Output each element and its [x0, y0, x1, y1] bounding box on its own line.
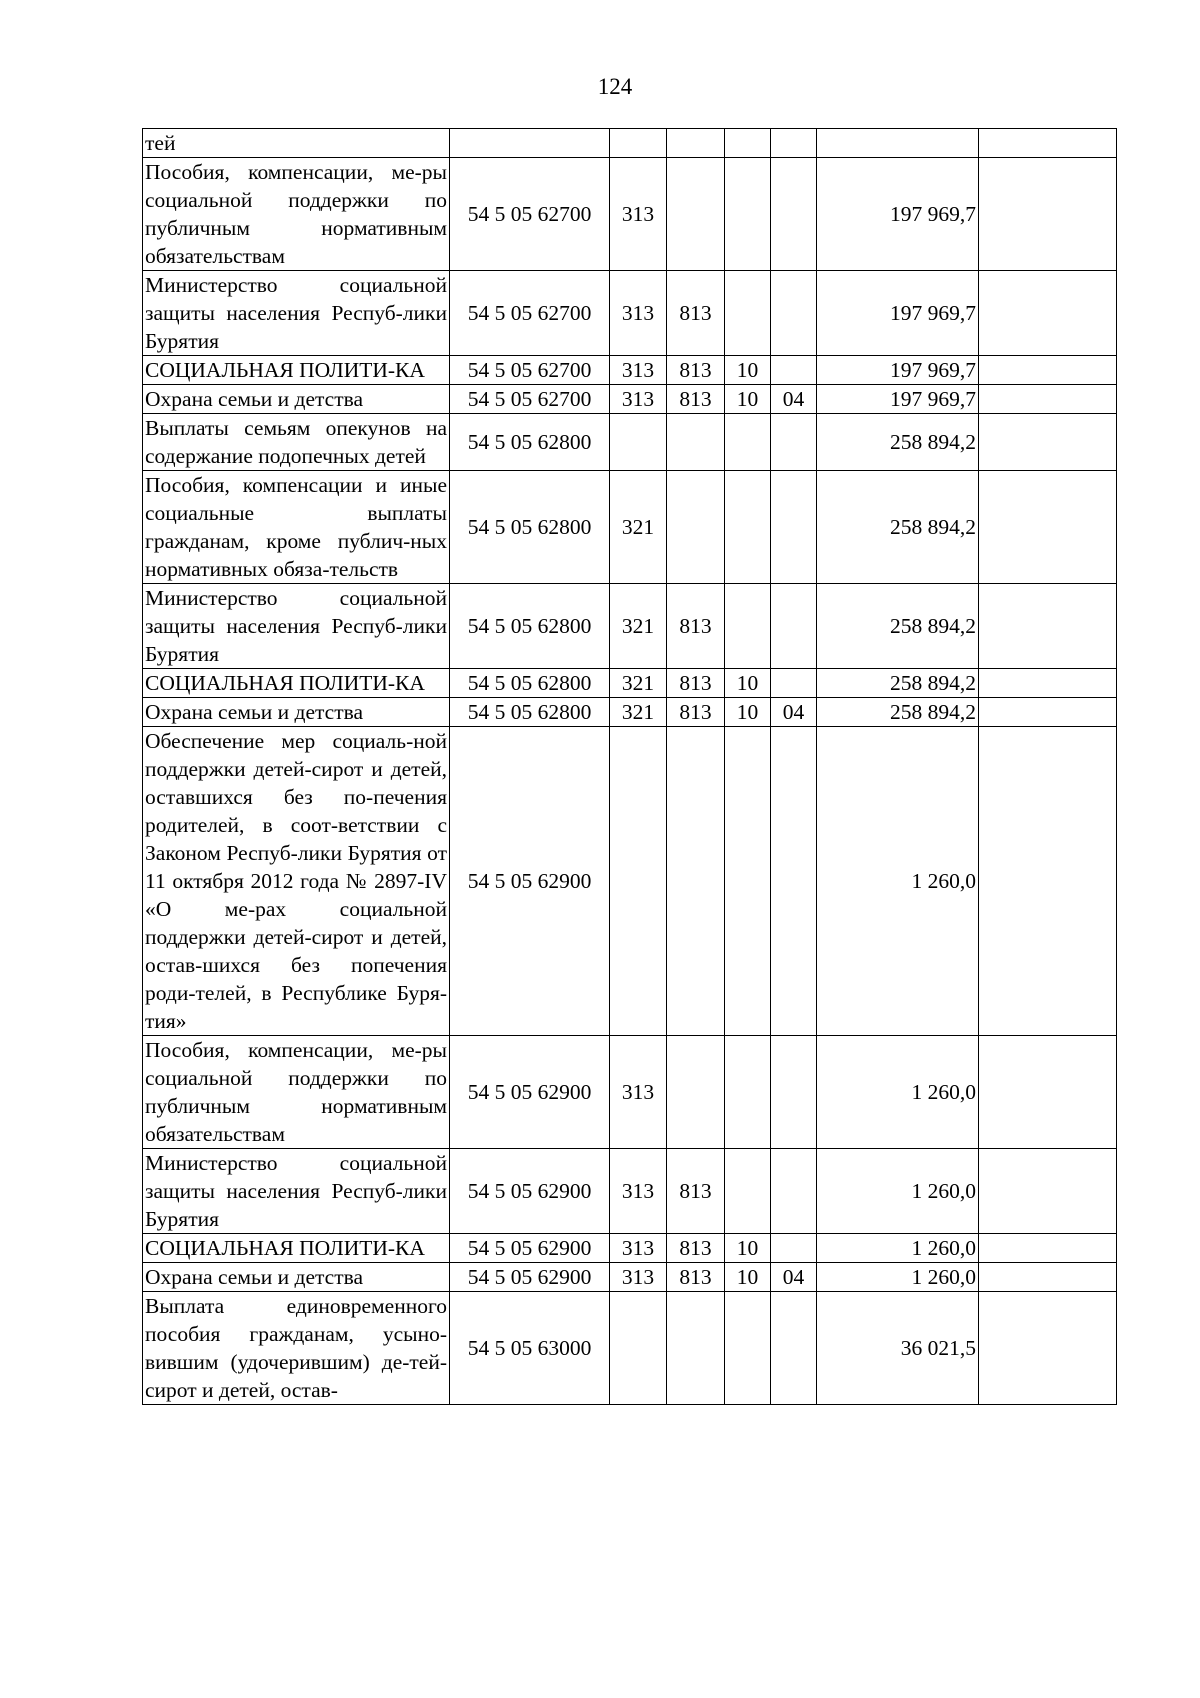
row-name-cell: Министерство социальной защиты населения Респуб-лики Бурятия: [143, 1149, 450, 1234]
amount-cell: 258 894,2: [817, 471, 979, 584]
subsection-cell: [771, 1234, 817, 1263]
page-number: 124: [597, 74, 633, 99]
section-cell: [725, 584, 771, 669]
amount-cell: 258 894,2: [817, 669, 979, 698]
target-article-cell: 54 5 05 62900: [450, 1234, 610, 1263]
extra-cell: [979, 271, 1117, 356]
table-row: [143, 584, 1117, 669]
row-name-cell: Пособия, компенсации, ме-ры социальной поддержки по публичным нормативным обязательствам: [143, 158, 450, 271]
extra-cell: [979, 158, 1117, 271]
subsection-cell: 04: [771, 1263, 817, 1292]
target-article-cell: [450, 129, 610, 158]
extra-cell: [979, 584, 1117, 669]
table-row: [143, 158, 1117, 271]
expense-type-cell: 313: [610, 1036, 667, 1149]
section-cell: 10: [725, 1263, 771, 1292]
table-row: [143, 1234, 1117, 1263]
admin-code-cell: 813: [667, 385, 725, 414]
table-row: [143, 1149, 1117, 1234]
subsection-cell: 04: [771, 698, 817, 727]
admin-code-cell: [667, 471, 725, 584]
budget-table: [142, 128, 1117, 1405]
table-row: [143, 356, 1117, 385]
table-row: [143, 1036, 1117, 1149]
row-name-cell: Охрана семьи и детства: [143, 385, 450, 414]
extra-cell: [979, 1292, 1117, 1405]
table-row: [143, 471, 1117, 584]
row-name-cell: Охрана семьи и детства: [143, 698, 450, 727]
target-article-cell: 54 5 05 62800: [450, 669, 610, 698]
row-name-cell: Министерство социальной защиты населения Респуб-лики Бурятия: [143, 584, 450, 669]
subsection-cell: [771, 1036, 817, 1149]
table-row: [143, 271, 1117, 356]
admin-code-cell: [667, 727, 725, 1036]
amount-cell: 1 260,0: [817, 727, 979, 1036]
extra-cell: [979, 1036, 1117, 1149]
section-cell: 10: [725, 669, 771, 698]
expense-type-cell: 313: [610, 1234, 667, 1263]
subsection-cell: [771, 471, 817, 584]
budget-table-body: [143, 129, 1117, 1405]
admin-code-cell: 813: [667, 698, 725, 727]
expense-type-cell: [610, 727, 667, 1036]
extra-cell: [979, 1149, 1117, 1234]
expense-type-cell: 313: [610, 158, 667, 271]
admin-code-cell: [667, 414, 725, 471]
extra-cell: [979, 1234, 1117, 1263]
section-cell: 10: [725, 698, 771, 727]
section-cell: [725, 271, 771, 356]
target-article-cell: 54 5 05 62900: [450, 1263, 610, 1292]
row-name-cell: СОЦИАЛЬНАЯ ПОЛИТИ-КА: [143, 669, 450, 698]
amount-cell: 1 260,0: [817, 1036, 979, 1149]
amount-cell: 1 260,0: [817, 1234, 979, 1263]
row-name-cell: Охрана семьи и детства: [143, 1263, 450, 1292]
row-name-cell: СОЦИАЛЬНАЯ ПОЛИТИ-КА: [143, 356, 450, 385]
table-row: [143, 1263, 1117, 1292]
subsection-cell: [771, 1149, 817, 1234]
section-cell: [725, 727, 771, 1036]
target-article-cell: 54 5 05 62800: [450, 584, 610, 669]
subsection-cell: [771, 1292, 817, 1405]
extra-cell: [979, 414, 1117, 471]
section-cell: [725, 129, 771, 158]
admin-code-cell: 813: [667, 271, 725, 356]
expense-type-cell: 321: [610, 471, 667, 584]
subsection-cell: [771, 584, 817, 669]
admin-code-cell: [667, 1036, 725, 1149]
amount-cell: [817, 129, 979, 158]
expense-type-cell: [610, 414, 667, 471]
section-cell: [725, 1036, 771, 1149]
subsection-cell: [771, 271, 817, 356]
row-name-cell: Выплата единовременного пособия гражданам, усыно-вившим (удочерившим) де-тей-сирот и детей, остав-: [143, 1292, 450, 1405]
target-article-cell: 54 5 05 62900: [450, 1036, 610, 1149]
amount-cell: 258 894,2: [817, 698, 979, 727]
admin-code-cell: 813: [667, 356, 725, 385]
admin-code-cell: [667, 1292, 725, 1405]
table-row: [143, 1292, 1117, 1405]
admin-code-cell: 813: [667, 1149, 725, 1234]
extra-cell: [979, 727, 1117, 1036]
extra-cell: [979, 669, 1117, 698]
subsection-cell: 04: [771, 385, 817, 414]
section-cell: [725, 471, 771, 584]
expense-type-cell: [610, 1292, 667, 1405]
amount-cell: 1 260,0: [817, 1263, 979, 1292]
target-article-cell: 54 5 05 62700: [450, 385, 610, 414]
extra-cell: [979, 385, 1117, 414]
table-row: [143, 129, 1117, 158]
section-cell: 10: [725, 356, 771, 385]
amount-cell: 258 894,2: [817, 584, 979, 669]
section-cell: 10: [725, 1234, 771, 1263]
expense-type-cell: 313: [610, 1149, 667, 1234]
row-name-cell: Министерство социальной защиты населения Респуб-лики Бурятия: [143, 271, 450, 356]
amount-cell: 197 969,7: [817, 158, 979, 271]
amount-cell: 197 969,7: [817, 356, 979, 385]
subsection-cell: [771, 727, 817, 1036]
target-article-cell: 54 5 05 62800: [450, 698, 610, 727]
expense-type-cell: 313: [610, 1263, 667, 1292]
target-article-cell: 54 5 05 62900: [450, 727, 610, 1036]
target-article-cell: 54 5 05 62800: [450, 414, 610, 471]
expense-type-cell: 313: [610, 356, 667, 385]
admin-code-cell: [667, 129, 725, 158]
section-cell: [725, 1292, 771, 1405]
row-name-cell: Пособия, компенсации и иные социальные выплаты гражданам, кроме публич-ных нормативных обяза-тельств: [143, 471, 450, 584]
row-name-cell: тей: [143, 129, 450, 158]
expense-type-cell: 313: [610, 385, 667, 414]
amount-cell: 197 969,7: [817, 385, 979, 414]
row-name-cell: Пособия, компенсации, ме-ры социальной поддержки по публичным нормативным обязательствам: [143, 1036, 450, 1149]
subsection-cell: [771, 356, 817, 385]
extra-cell: [979, 356, 1117, 385]
section-cell: [725, 158, 771, 271]
amount-cell: 1 260,0: [817, 1149, 979, 1234]
expense-type-cell: 321: [610, 584, 667, 669]
subsection-cell: [771, 158, 817, 271]
extra-cell: [979, 1263, 1117, 1292]
target-article-cell: 54 5 05 62800: [450, 471, 610, 584]
row-name-cell: Выплаты семьям опекунов на содержание подопечных детей: [143, 414, 450, 471]
admin-code-cell: 813: [667, 669, 725, 698]
amount-cell: 258 894,2: [817, 414, 979, 471]
target-article-cell: 54 5 05 62700: [450, 271, 610, 356]
admin-code-cell: 813: [667, 584, 725, 669]
subsection-cell: [771, 414, 817, 471]
amount-cell: 197 969,7: [817, 271, 979, 356]
section-cell: [725, 1149, 771, 1234]
table-row: [143, 727, 1117, 1036]
subsection-cell: [771, 669, 817, 698]
expense-type-cell: 321: [610, 669, 667, 698]
table-row: [143, 385, 1117, 414]
target-article-cell: 54 5 05 62900: [450, 1149, 610, 1234]
section-cell: [725, 414, 771, 471]
section-cell: 10: [725, 385, 771, 414]
expense-type-cell: [610, 129, 667, 158]
table-row: [143, 669, 1117, 698]
admin-code-cell: 813: [667, 1263, 725, 1292]
target-article-cell: 54 5 05 62700: [450, 158, 610, 271]
expense-type-cell: 321: [610, 698, 667, 727]
admin-code-cell: 813: [667, 1234, 725, 1263]
extra-cell: [979, 698, 1117, 727]
table-row: [143, 414, 1117, 471]
admin-code-cell: [667, 158, 725, 271]
extra-cell: [979, 129, 1117, 158]
target-article-cell: 54 5 05 62700: [450, 356, 610, 385]
subsection-cell: [771, 129, 817, 158]
target-article-cell: 54 5 05 63000: [450, 1292, 610, 1405]
extra-cell: [979, 471, 1117, 584]
row-name-cell: Обеспечение мер социаль-ной поддержки детей-сирот и детей, оставшихся без по-печения родителей, в соот-ветствии с Законом Респуб-лики Бурятия от 11 октября 2012 года № 2897-IV «О ме-рах социальной поддержки детей-сирот и детей, остав-шихся без попечения роди-телей, в Республике Буря-тия»: [143, 727, 450, 1036]
row-name-cell: СОЦИАЛЬНАЯ ПОЛИТИ-КА: [143, 1234, 450, 1263]
expense-type-cell: 313: [610, 271, 667, 356]
amount-cell: 36 021,5: [817, 1292, 979, 1405]
table-row: [143, 698, 1117, 727]
